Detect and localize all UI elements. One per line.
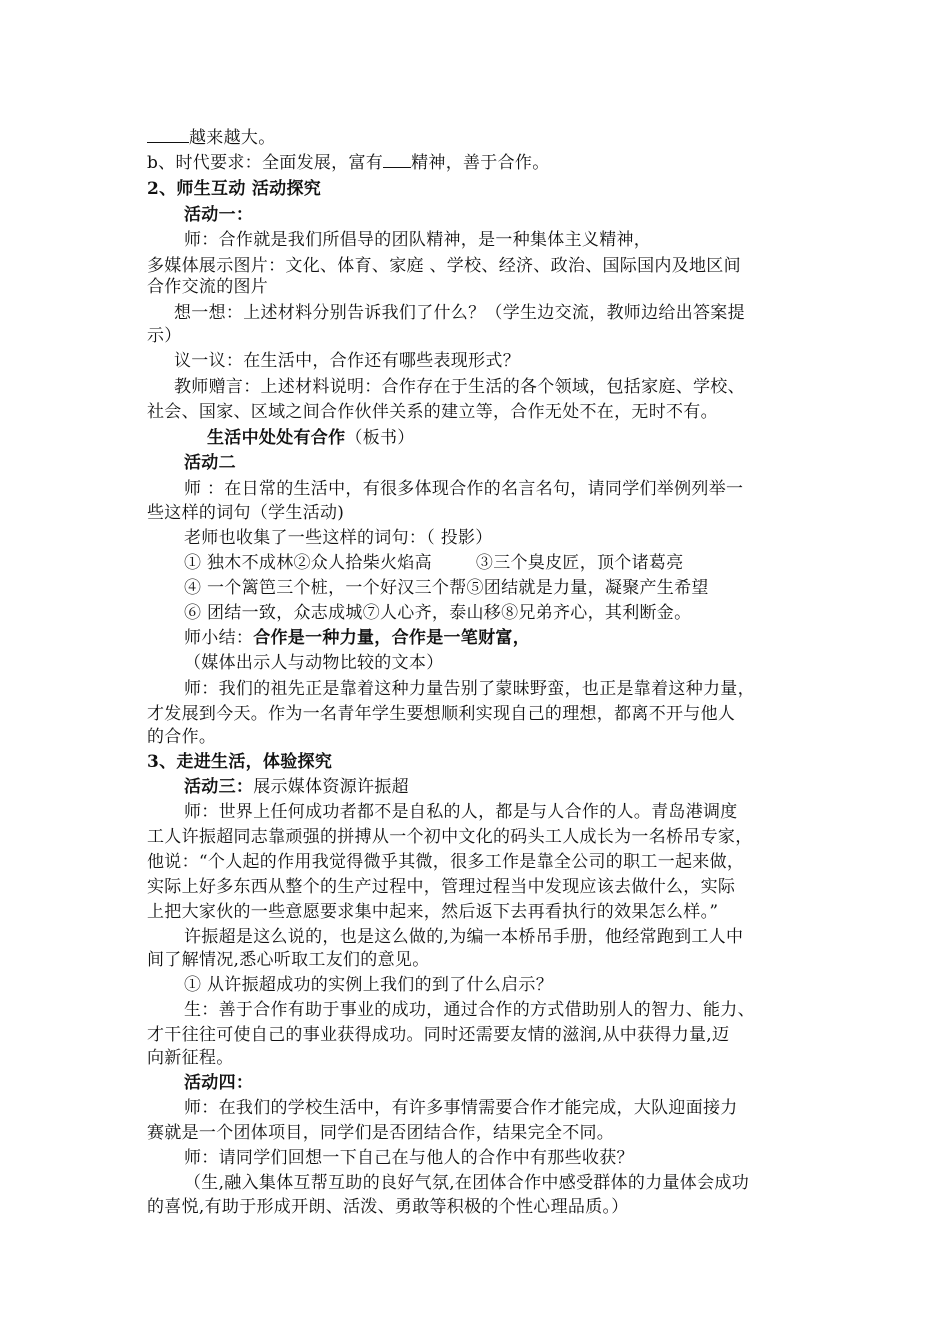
- text-line: 工人许振超同志靠顽强的拼搏从一个初中文化的码头工人成长为一名桥吊专家，: [147, 827, 753, 847]
- text-line: 许振超是这么说的，也是这么做的,为编一本桥吊手册，他经常跑到工人中: [184, 927, 744, 947]
- text-line: 师：在我们的学校生活中，有许多事情需要合作才能完成，大队迎面接力: [184, 1098, 738, 1118]
- text-line: 师：我们的祖先正是靠着这种力量告别了蒙昧野蛮，也正是靠着这种力量，: [184, 679, 755, 699]
- text-line: 老师也收集了一些这样的词句：（ 投影）: [184, 528, 493, 548]
- fill-in-blank: [383, 151, 411, 168]
- text-line: 师：请同学们回想一下自己在与他人的合作中有那些收获？: [184, 1148, 634, 1168]
- text-line: （生,融入集体互帮互助的良好气氛,在团体合作中感受群体的力量体会成功: [184, 1173, 750, 1193]
- text-line: 合作交流的图片: [147, 277, 269, 297]
- text-line: （媒体出示人与动物比较的文本）: [184, 653, 444, 673]
- text-line: 的喜悦,有助于形成开朗、活泼、勇敢等积极的个性心理品质。）: [147, 1197, 629, 1217]
- text-line: [184, 775, 409, 799]
- text-line: 的合作。: [147, 727, 217, 747]
- text-line: 间了解情况,悉心听取工友们的意见。: [147, 950, 430, 970]
- line-text: b、时代要求：全面发展，富有: [147, 153, 384, 173]
- line-text: 展示媒体资源许振超: [253, 777, 409, 797]
- text-line: 向新征程。: [147, 1048, 234, 1068]
- text-line: 才干往往可使自己的事业获得成功。同时还需要友情的滋润,从中获得力量,迈: [147, 1025, 730, 1045]
- text-line: [184, 551, 684, 575]
- text-line: 赛就是一个团体项目，同学们是否团结合作，结果完全不同。: [147, 1123, 615, 1143]
- activity-heading: 活动一：: [184, 205, 254, 225]
- section-heading: 3、走进生活，体验探究: [147, 752, 333, 772]
- text-line: 些这样的词句（学生活动): [147, 503, 345, 523]
- proverb-group: ③三个臭皮匠，顶个诸葛亮: [475, 553, 684, 573]
- line-text: 师小结：: [184, 628, 254, 648]
- text-line: 师 ：在日常的生活中，有很多体现合作的名言名句，请同学们举例列举一: [184, 479, 744, 499]
- text-line: 议一议：在生活中，合作还有哪些表现形式？: [174, 351, 520, 371]
- text-line: [147, 151, 550, 175]
- text-line: 示）: [147, 326, 182, 346]
- text-line: [184, 626, 530, 650]
- text-line: 教师赠言：上述材料说明：合作存在于生活的各个领域，包括家庭、学校、: [174, 377, 745, 397]
- text-line: 师：世界上任何成功者都不是自私的人，都是与人合作的人。青岛港调度: [184, 802, 738, 822]
- text-line: ① 从许振超成功的实例上我们的到了什么启示？: [184, 975, 554, 995]
- text-line: 师：合作就是我们所倡导的团队精神，是一种集体主义精神，: [184, 230, 652, 250]
- activity-heading: 活动四：: [184, 1073, 254, 1093]
- text-line: ⑥ 团结一致，众志成城⑦人心齐，泰山移⑧兄弟齐心，其利断金。: [184, 603, 692, 623]
- line-text: （板书）: [345, 428, 415, 448]
- proverb-group: ① 独木不成林②众人拾柴火焰高: [184, 553, 432, 573]
- text-line: ④ 一个篱笆三个桩，一个好汉三个帮⑤团结就是力量，凝聚产生希望: [184, 578, 709, 598]
- text-line: 多媒体展示图片：文化、体育、家庭 、学校、经济、政治、国际国内及地区间: [147, 256, 741, 276]
- text-line: 社会、国家、区域之间合作伙伴关系的建立等，合作无处不在，无时不有。: [147, 402, 718, 422]
- text-line: 才发展到今天。作为一名青年学生要想顺利实现自己的理想，都离不开与他人: [147, 704, 736, 724]
- activity-heading: 活动三：: [184, 777, 254, 797]
- fill-in-blank: [147, 126, 189, 143]
- section-heading: 2、师生互动 活动探究: [147, 179, 322, 199]
- text-line: [147, 126, 276, 150]
- text-line: 想一想：上述材料分别告诉我们了什么？（学生边交流，教师边给出答案提: [174, 303, 745, 323]
- text-line: 实际上好多东西从整个的生产过程中，管理过程当中发现应该去做什么，实际: [147, 877, 736, 897]
- text-line: 他说：“个人起的作用我觉得微乎其微，很多工作是靠全公司的职工一起来做，: [147, 852, 745, 872]
- line-text: 精神，善于合作。: [411, 153, 550, 173]
- activity-heading: 活动二: [184, 453, 236, 473]
- line-text: 越来越大。: [189, 128, 276, 148]
- text-line: [207, 426, 415, 450]
- bold-phrase: 生活中处处有合作: [207, 428, 346, 448]
- text-line: 上把大家伙的一些意愿要求集中起来，然后返下去再看执行的效果怎么样。”: [147, 902, 719, 922]
- text-line: 生：善于合作有助于事业的成功，通过合作的方式借助别人的智力、能力、: [184, 1000, 755, 1020]
- bold-phrase: 合作是一种力量，合作是一笔财富，: [253, 628, 531, 648]
